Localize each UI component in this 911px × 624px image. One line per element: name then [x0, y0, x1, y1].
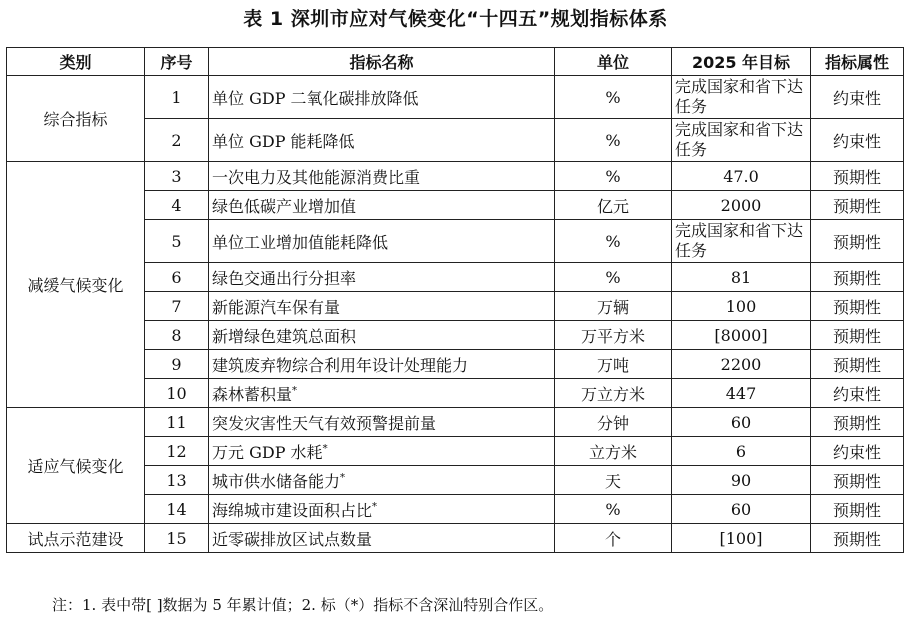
star-mark: *	[322, 443, 328, 455]
indicator-name	[209, 466, 555, 495]
unit-cell: %	[555, 119, 672, 162]
unit-cell: 万立方米	[555, 379, 672, 408]
indicator-name-text: 绿色低碳产业增加值	[212, 196, 357, 216]
star-mark: *	[292, 385, 298, 397]
row-index: 1	[145, 76, 209, 119]
category-cell: 综合指标	[7, 76, 145, 162]
indicator-name	[209, 321, 555, 350]
unit-cell: 万平方米	[555, 321, 672, 350]
target-cell: 完成国家和省下达任务	[672, 76, 811, 119]
table-row	[7, 162, 904, 191]
indicator-name	[209, 350, 555, 379]
attribute-cell: 预期性	[811, 466, 904, 495]
attribute-cell: 预期性	[811, 408, 904, 437]
indicator-name-text: 绿色交通出行分担率	[212, 268, 357, 288]
target-cell: 81	[672, 263, 811, 292]
attribute-cell: 约束性	[811, 437, 904, 466]
row-index: 8	[145, 321, 209, 350]
indicator-name	[209, 119, 555, 162]
attribute-cell: 约束性	[811, 379, 904, 408]
row-index: 12	[145, 437, 209, 466]
unit-cell: %	[555, 220, 672, 263]
indicator-name	[209, 495, 555, 524]
attribute-cell: 预期性	[811, 321, 904, 350]
star-mark: *	[372, 501, 378, 513]
indicator-name	[209, 220, 555, 263]
indicator-name	[209, 437, 555, 466]
unit-cell: 亿元	[555, 191, 672, 220]
attribute-cell: 预期性	[811, 524, 904, 553]
col-header-name: 指标名称	[209, 48, 555, 76]
row-index: 10	[145, 379, 209, 408]
row-index: 13	[145, 466, 209, 495]
col-header-attribute: 指标属性	[811, 48, 904, 76]
row-index: 3	[145, 162, 209, 191]
indicator-name-text: 单位 GDP 能耗降低	[212, 131, 355, 151]
target-cell: 完成国家和省下达任务	[672, 220, 811, 263]
category-cell: 试点示范建设	[7, 524, 145, 553]
category-cell: 减缓气候变化	[7, 162, 145, 408]
row-index: 11	[145, 408, 209, 437]
table-footnote: 注：1. 表中带[ ]数据为 5 年累计值；2. 标（*）指标不含深汕特别合作区。	[52, 596, 554, 614]
indicator-name-text: 森林蓄积量	[212, 384, 293, 404]
target-cell: 2000	[672, 191, 811, 220]
unit-cell: 分钟	[555, 408, 672, 437]
table-row	[7, 76, 904, 119]
indicator-name-text: 新能源汽车保有量	[212, 297, 341, 317]
table-title: 表 1 深圳市应对气候变化“十四五”规划指标体系	[243, 8, 668, 30]
table-row	[7, 524, 904, 553]
indicator-name-text: 万元 GDP 水耗	[212, 442, 323, 462]
unit-cell: 天	[555, 466, 672, 495]
indicator-name-text: 新增绿色建筑总面积	[212, 326, 357, 346]
unit-cell: %	[555, 76, 672, 119]
indicator-name-text: 单位 GDP 二氧化碳排放降低	[212, 88, 419, 108]
unit-cell: %	[555, 263, 672, 292]
unit-cell: %	[555, 495, 672, 524]
indicator-name	[209, 379, 555, 408]
indicator-name-text: 突发灾害性天气有效预警提前量	[212, 413, 437, 433]
indicator-name	[209, 524, 555, 553]
star-mark: *	[340, 472, 346, 484]
attribute-cell: 约束性	[811, 119, 904, 162]
unit-cell: 立方米	[555, 437, 672, 466]
indicator-name	[209, 191, 555, 220]
attribute-cell: 预期性	[811, 495, 904, 524]
indicator-name-text: 城市供水储备能力	[212, 471, 341, 491]
attribute-cell: 预期性	[811, 162, 904, 191]
target-cell: 6	[672, 437, 811, 466]
col-header-unit: 单位	[555, 48, 672, 76]
indicator-name	[209, 162, 555, 191]
target-cell: 100	[672, 292, 811, 321]
row-index: 7	[145, 292, 209, 321]
row-index: 4	[145, 191, 209, 220]
attribute-cell: 预期性	[811, 263, 904, 292]
target-cell: 2200	[672, 350, 811, 379]
indicator-name-text: 海绵城市建设面积占比	[212, 500, 373, 520]
target-cell: 60	[672, 408, 811, 437]
attribute-cell: 约束性	[811, 76, 904, 119]
attribute-cell: 预期性	[811, 220, 904, 263]
unit-cell: %	[555, 162, 672, 191]
unit-cell: 万辆	[555, 292, 672, 321]
unit-cell: 万吨	[555, 350, 672, 379]
target-cell: 完成国家和省下达任务	[672, 119, 811, 162]
row-index: 5	[145, 220, 209, 263]
row-index: 9	[145, 350, 209, 379]
target-cell: 60	[672, 495, 811, 524]
attribute-cell: 预期性	[811, 350, 904, 379]
table-row	[7, 408, 904, 437]
row-index: 6	[145, 263, 209, 292]
target-cell: 47.0	[672, 162, 811, 191]
attribute-cell: 预期性	[811, 292, 904, 321]
indicator-name	[209, 292, 555, 321]
indicator-name	[209, 408, 555, 437]
indicator-name	[209, 76, 555, 119]
attribute-cell: 预期性	[811, 191, 904, 220]
col-header-target: 2025 年目标	[672, 48, 811, 76]
indicator-name-text: 单位工业增加值能耗降低	[212, 232, 389, 252]
unit-cell: 个	[555, 524, 672, 553]
target-cell: [100]	[672, 524, 811, 553]
col-header-category: 类别	[7, 48, 145, 76]
row-index: 14	[145, 495, 209, 524]
header-row	[7, 48, 904, 76]
col-header-index: 序号	[145, 48, 209, 76]
target-cell: 447	[672, 379, 811, 408]
row-index: 15	[145, 524, 209, 553]
indicator-name	[209, 263, 555, 292]
indicator-name-text: 一次电力及其他能源消费比重	[212, 167, 421, 187]
indicator-name-text: 近零碳排放区试点数量	[212, 529, 373, 549]
target-cell: [8000]	[672, 321, 811, 350]
indicator-name-text: 建筑废弃物综合利用年设计处理能力	[212, 355, 469, 375]
target-cell: 90	[672, 466, 811, 495]
indicator-table	[6, 47, 904, 553]
row-index: 2	[145, 119, 209, 162]
category-cell: 适应气候变化	[7, 408, 145, 524]
